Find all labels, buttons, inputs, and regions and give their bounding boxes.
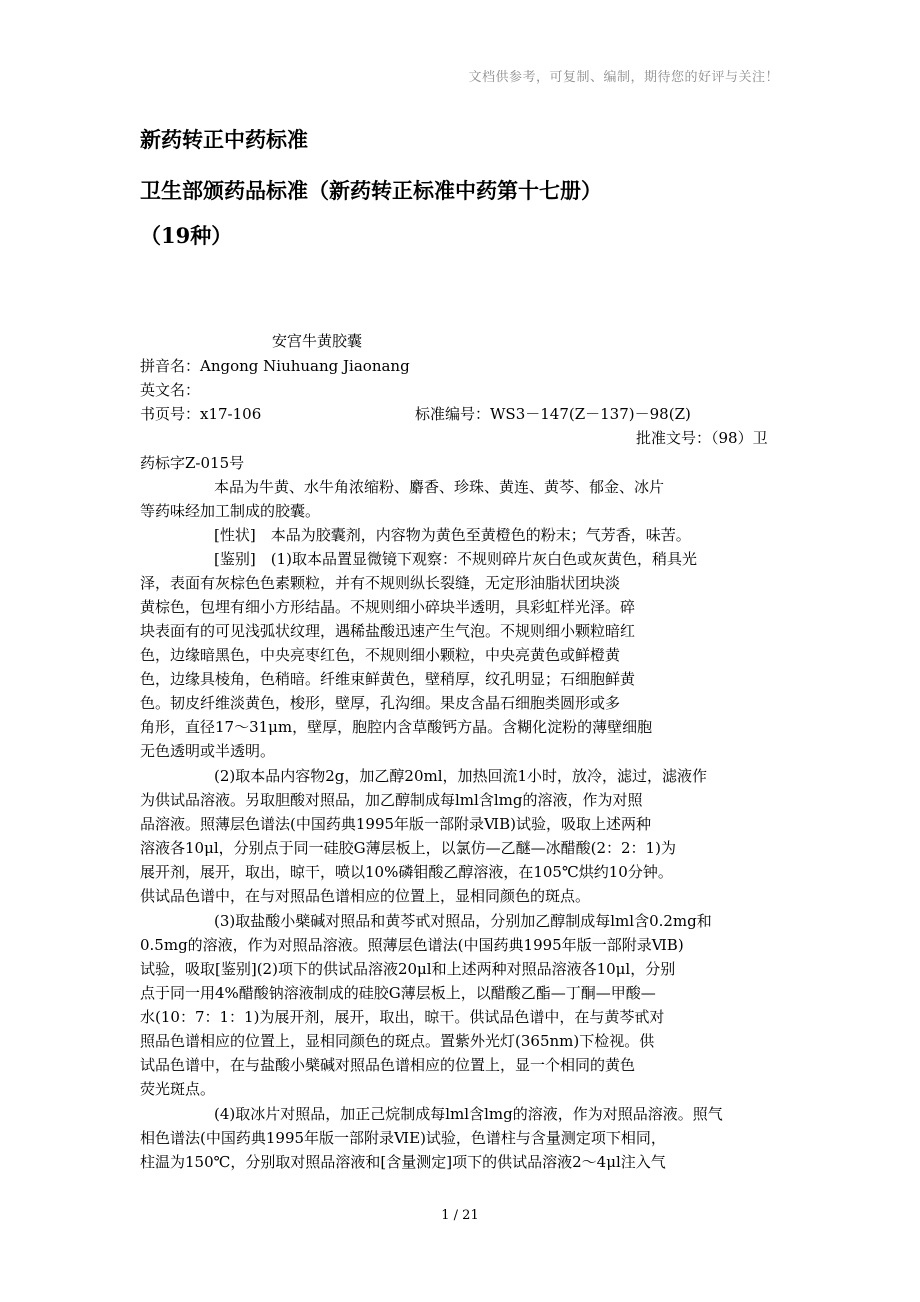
body-line: 荧光斑点。 [140, 1080, 216, 1098]
body-line: 为供试品溶液。另取胆酸对照品，加乙醇制成每lml含lmg的溶液，作为对照 [140, 791, 643, 809]
page-number-ref: 书页号：x17-106 [140, 405, 262, 423]
approval-number: 批准文号：（98）卫 [636, 429, 768, 447]
body-line: 品溶液。照薄层色谱法(中国药典1995年版一部附录ⅥB)试验，吸取上述两种 [140, 815, 651, 833]
pinyin-name: 拼音名：Angong Niuhuang Jiaonang [140, 357, 410, 375]
body-line: 试验，吸取[鉴别](2)项下的供试品溶液20μl和上述两种对照品溶液各10μl，分别 [140, 960, 676, 978]
standard-number: 标准编号：WS3－147(Z－137)－98(Z) [415, 405, 691, 423]
english-name: 英文名： [140, 381, 201, 399]
body-line: 水(10：7：1：1)为展开剂，展开，取出，晾干。供试品色谱中，在与黄芩甙对 [140, 1008, 665, 1026]
approval-number-cont: 药标字Z-015号 [140, 454, 245, 472]
body-line: 无色透明或半透明。 [140, 742, 276, 760]
body-line: (3)取盐酸小檗碱对照品和黄芩甙对照品，分别加乙醇制成每lml含0.2mg和 [214, 912, 712, 930]
body-line: 黄棕色，包埋有细小方形结晶。不规则细小碎块半透明，具彩虹样光泽。碎 [140, 598, 636, 616]
body-line: 角形，直径17～31μm，壁厚，胞腔内含草酸钙方晶。含糊化淀粉的薄壁细胞 [140, 718, 653, 736]
body-line: 供试品色谱中，在与对照品色谱相应的位置上，显相同颜色的斑点。 [140, 887, 591, 905]
body-line: [鉴别] (1)取本品置显微镜下观察：不规则碎片灰白色或灰黄色，稍具光 [214, 550, 697, 568]
body-line: 柱温为150℃，分别取对照品溶液和[含量测定]项下的供试品溶液2～4μl注入气 [140, 1153, 666, 1171]
body-line: 相色谱法(中国药典1995年版一部附录ⅥE)试验，色谱柱与含量测定项下相同， [140, 1129, 666, 1147]
page-footer: 1 / 21 [441, 1208, 479, 1223]
body-line: 0.5mg的溶液，作为对照品溶液。照薄层色谱法(中国药典1995年版一部附录ⅥB) [140, 936, 684, 954]
body-line: (4)取冰片对照品，加正己烷制成每lml含lmg的溶液，作为对照品溶液。照气 [214, 1105, 723, 1123]
body-line: 等药味经加工制成的胶囊。 [140, 502, 321, 520]
body-line: 块表面有的可见浅弧状纹理，遇稀盐酸迅速产生气泡。不规则细小颗粒暗红 [140, 622, 636, 640]
body-line: 泽，表面有灰棕色色素颗粒，并有不规则纵长裂缝，无定形油脂状团块淡 [140, 574, 621, 592]
body-line: 色。韧皮纤维淡黄色，梭形，壁厚，孔沟细。果皮含晶石细胞类圆形或多 [140, 694, 621, 712]
heading-count: （19种） [140, 223, 233, 248]
body-line: 照品色谱相应的位置上，显相同颜色的斑点。置紫外光灯(365nm)下检视。供 [140, 1032, 655, 1050]
body-line: 色，边缘具棱角，色稍暗。纤维束鲜黄色，壁稍厚，纹孔明显；石细胞鲜黄 [140, 670, 636, 688]
heading-title: 新药转正中药标准 [140, 127, 308, 152]
header-note: 文档供参考，可复制、编制，期待您的好评与关注！ [468, 70, 779, 85]
body-line: 试品色谱中，在与盐酸小檗碱对照品色谱相应的位置上，显一个相同的黄色 [140, 1056, 636, 1074]
heading-subtitle: 卫生部颁药品标准（新药转正标准中药第十七册） [140, 178, 602, 203]
body-line: 点于同一用4%醋酸钠溶液制成的硅胶G薄层板上，以醋酸乙酯—丁酮—甲酸— [140, 984, 656, 1002]
body-line: [性状] 本品为胶囊剂，内容物为黄色至黄橙色的粉末；气芳香，味苦。 [214, 526, 691, 544]
item-title: 安宫牛黄胶囊 [272, 332, 363, 350]
body-line: 色，边缘暗黑色，中央亮枣红色，不规则细小颗粒，中央亮黄色或鲜橙黄 [140, 646, 621, 664]
body-line: 展开剂，展开，取出，晾干，喷以10%磷钼酸乙醇溶液，在105℃烘约10分钟。 [140, 863, 673, 881]
body-line: 本品为牛黄、水牛角浓缩粉、麝香、珍珠、黄连、黄芩、郁金、冰片 [214, 478, 665, 496]
body-line: 溶液各10μl，分别点于同一硅胶G薄层板上，以氯仿—乙醚—冰醋酸(2：2：1)为 [140, 839, 676, 857]
body-line: (2)取本品内容物2g，加乙醇20ml，加热回流1小时，放冷，滤过，滤液作 [214, 767, 708, 785]
